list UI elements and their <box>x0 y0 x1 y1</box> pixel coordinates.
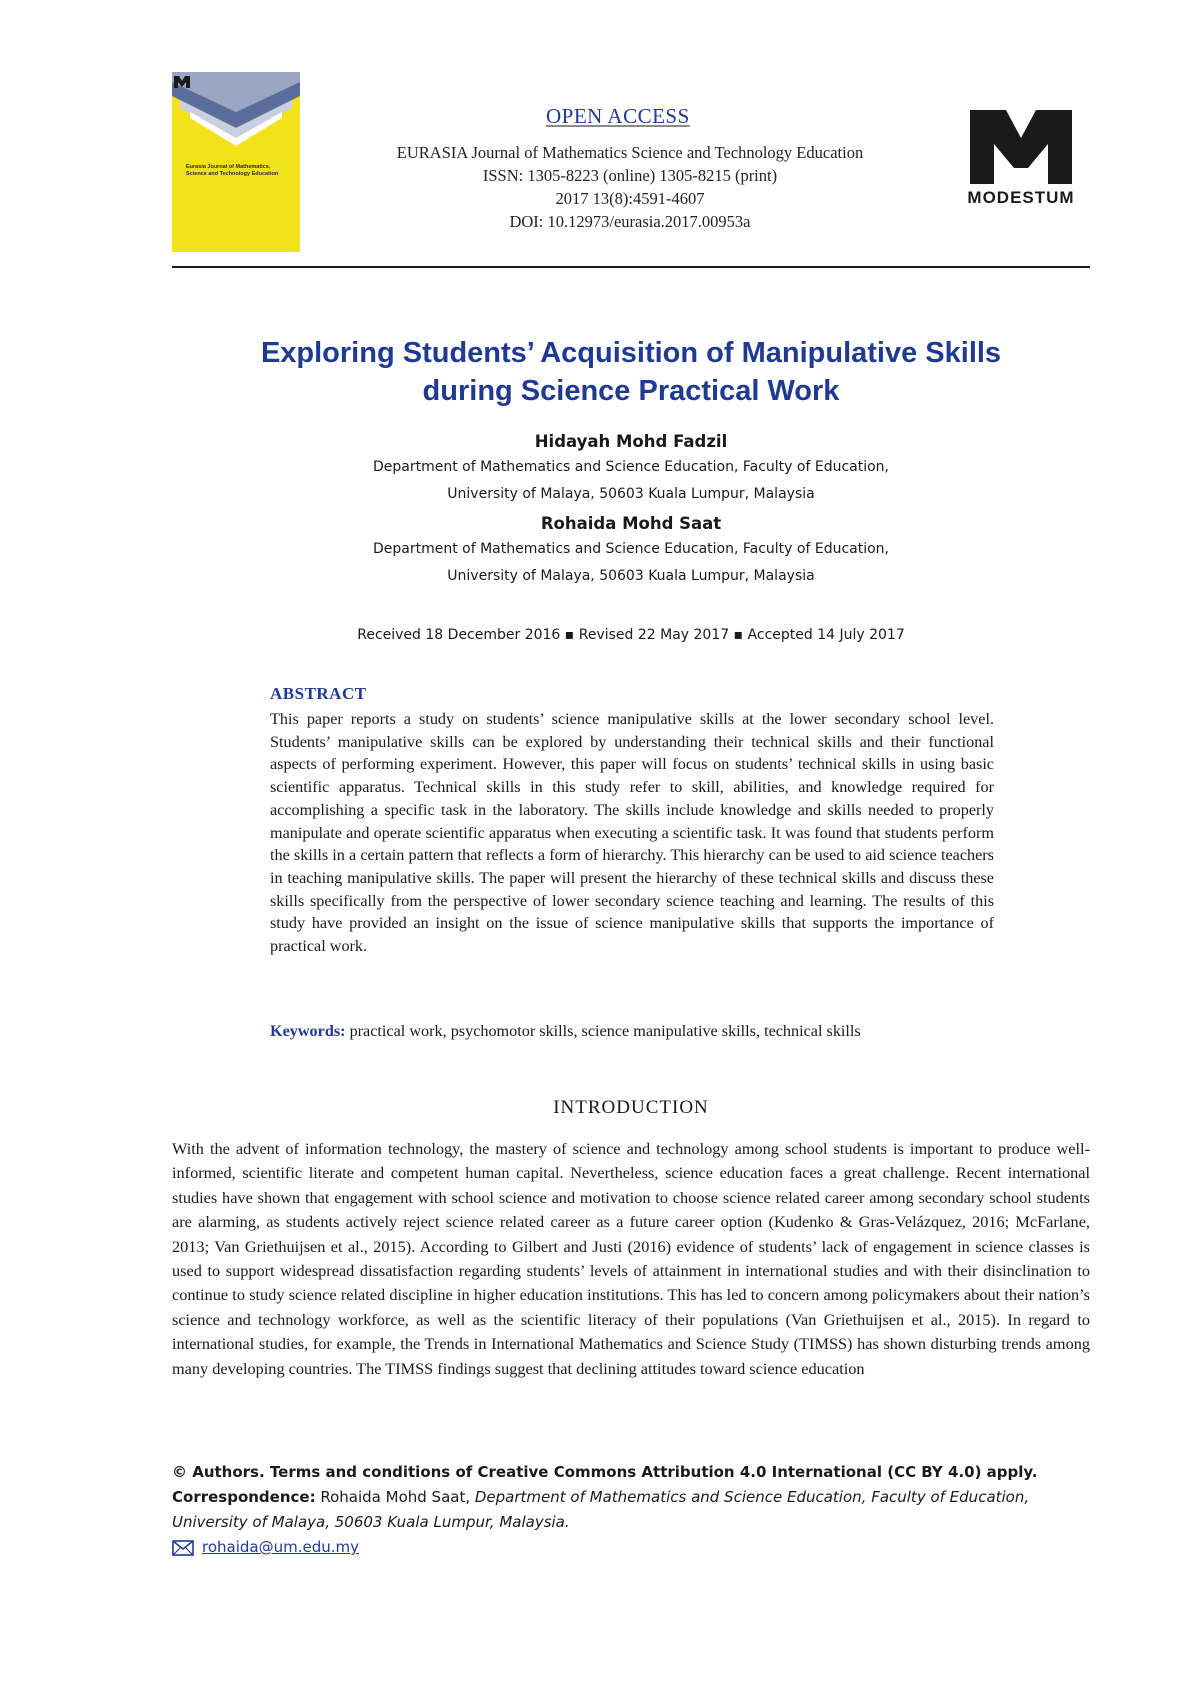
email-row <box>172 1535 1090 1560</box>
keywords-label: Keywords: <box>270 1022 346 1040</box>
author-affiliation: University of Malaya, 50603 Kuala Lumpur, Malaysia <box>447 486 815 502</box>
journal-cover-image <box>172 72 300 252</box>
correspondence-label: Correspondence: <box>172 1488 316 1506</box>
article-dates: Received 18 December 2016 ▪ Revised 22 May 2017 ▪ Accepted 14 July 2017 <box>357 627 905 643</box>
footer-notes <box>172 1460 1090 1560</box>
header-divider <box>172 266 1090 268</box>
cover-title: Eurasia Journal of Mathematics, Science and Technology Education <box>186 164 279 177</box>
keywords <box>270 1022 1010 1041</box>
modestum-m-icon <box>962 104 1080 186</box>
abstract-text: This paper reports a study on students’ science manipulative skills at the lower secondary school level. Students’ manipulative skills can be explored by understanding their technical skills and their functional aspects of performing experiment. However, this paper will focus on students’ technical skills in using basic scientific apparatus. Technical skills in this study refer to skill, abilities, and knowledge required for accomplishing a specific task in the laboratory. The skills include knowledge and skills needed to properly manipulate and operate scientific apparatus when executing a scientific task. It was found that students perform the skills in a certain pattern that reflects a form of hierarchy. This hierarchy can be used to aid science teachers in teaching manipulative skills. The paper will present the hierarchy of these technical skills and discuss these skills specifically from the perspective of lower secondary science teaching and learning. The results of this study have provided an insight on the issue of science manipulative skills that supports the importance of practical work. <box>270 710 994 956</box>
author-name: Hidayah Mohd Fadzil <box>534 432 728 451</box>
correspondence-email-link[interactable]: rohaida@um.edu.my <box>202 1538 359 1556</box>
cover-modestum-icon <box>172 72 192 92</box>
publisher-name: MODESTUM <box>967 188 1075 207</box>
journal-volume: 2017 13(8):4591-4607 <box>555 189 705 208</box>
license-statement: © Authors. Terms and conditions of Creative Commons Attribution 4.0 International (CC BY 4.0) apply. <box>172 1463 1038 1481</box>
correspondence-affiliation: Department of Mathematics and Science Education, Faculty of Education, <box>470 1488 1030 1506</box>
cover-book-graphic <box>172 72 300 252</box>
journal-name: EURASIA Journal of Mathematics Science and Technology Education <box>396 143 864 162</box>
correspondence-name: Rohaida Mohd Saat, <box>315 1488 471 1506</box>
author-affiliation: Department of Mathematics and Science Education, Faculty of Education, <box>372 459 890 475</box>
correspondence <box>172 1485 1090 1510</box>
article-title-line-2: during Science Practical Work <box>422 375 840 407</box>
section-heading-introduction: INTRODUCTION <box>553 1097 709 1118</box>
author-affiliation: Department of Mathematics and Science Education, Faculty of Education, <box>372 541 890 557</box>
author-affiliation: University of Malaya, 50603 Kuala Lumpur, Malaysia <box>447 568 815 584</box>
journal-info <box>300 141 960 233</box>
article-title-line-1: Exploring Students’ Acquisition of Manipulative Skills <box>260 337 1002 369</box>
keywords-list: practical work, psychomotor skills, science manipulative skills, technical skills <box>345 1022 861 1040</box>
author-name: Rohaida Mohd Saat <box>540 514 722 533</box>
publisher-logo <box>962 104 1080 206</box>
journal-issn: ISSN: 1305-8223 (online) 1305-8215 (print) <box>482 166 778 185</box>
journal-doi: DOI: 10.12973/eurasia.2017.00953a <box>509 212 751 231</box>
mail-icon <box>172 1540 194 1556</box>
open-access-link[interactable]: OPEN ACCESS <box>546 104 690 128</box>
introduction-text: With the advent of information technology, the mastery of science and technology among school students is important to produce well-informed, scientific literate and competent human capital. Nevertheless, science education faces a great challenge. Recent international studies have shown that engagement with school science and motivation to choose science related career among secondary school students are alarming, as students actively reject science related career as a future career option (Kudenko & Gras-Velázquez, 2016; McFarlane, 2013; Van Griethuijsen et al., 2015). According to Gilbert and Justi (2016) evidence of students’ lack of engagement in science classes is used to support widespread dissatisfaction regarding students’ levels of attainment in international studies and with their disinclination to continue to study science related discipline in higher education institutions. This has led to concern among policymakers about their nation’s science and technology workforce, as well as the scientific literacy of their populations (Van Griethuijsen et al., 2015). In regard to international studies, for example, the Trends in International Mathematics and Science Study (TIMSS) has shown disturbing trends among many developing countries. The TIMSS findings suggest that declining attitudes toward science education <box>172 1139 1090 1378</box>
article-title <box>172 334 1090 410</box>
abstract-heading: ABSTRACT <box>270 684 367 703</box>
correspondence-affiliation-cont: University of Malaya, 50603 Kuala Lumpur, Malaysia. <box>172 1513 570 1531</box>
